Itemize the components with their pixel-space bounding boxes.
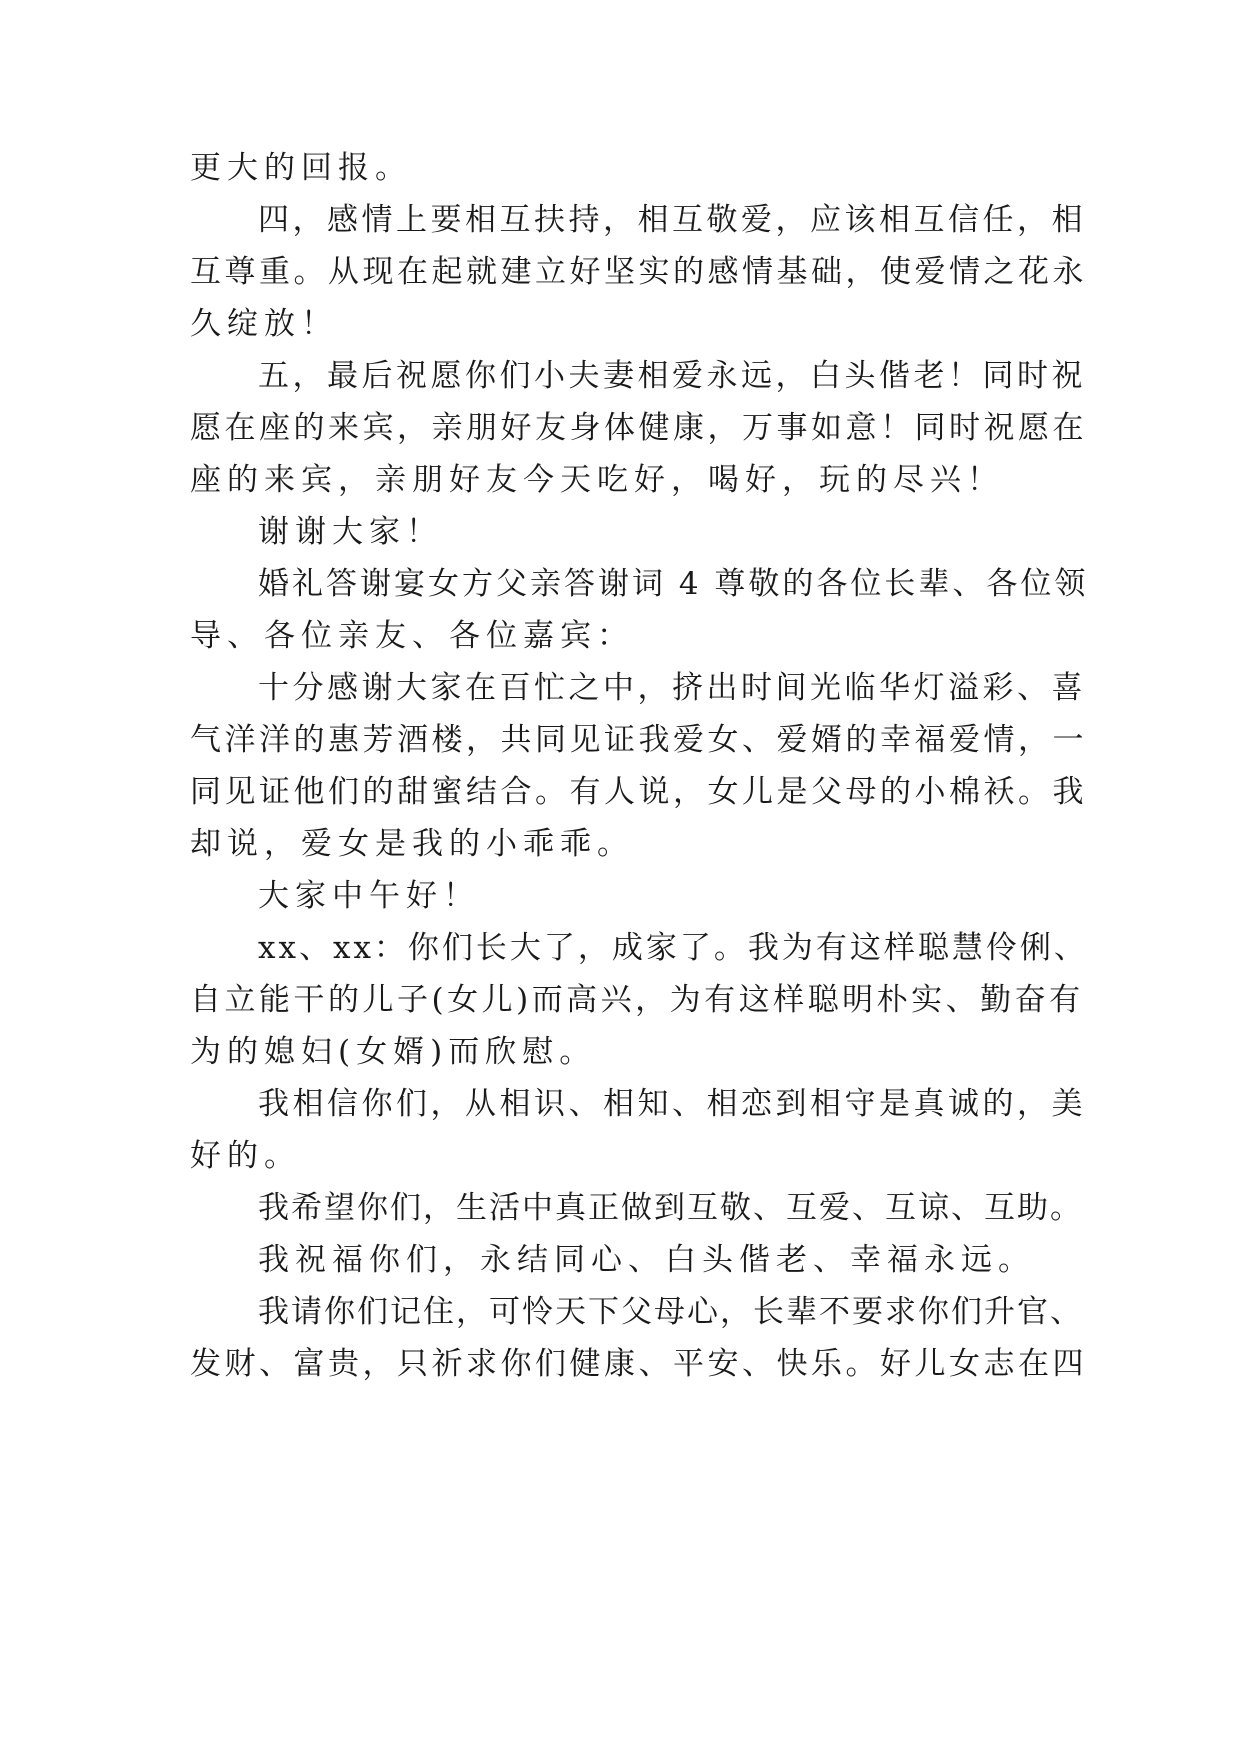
- paragraph-start-line: 大家中午好！: [258, 878, 480, 914]
- text-line: 却说，爱女是我的小乖乖。: [190, 826, 634, 862]
- text-line: 导、各位亲友、各位嘉宾：: [190, 618, 634, 654]
- paragraph-start-line: xx、xx：你们长大了，成家了。我为有这样聪慧伶俐、: [258, 930, 1088, 966]
- text-line: 更大的回报。: [190, 150, 412, 186]
- text-line: 同见证他们的甜蜜结合。有人说，女儿是父母的小棉袄。我: [190, 774, 1087, 810]
- text-line: 发财、富贵，只祈求你们健康、平安、快乐。好儿女志在四: [190, 1346, 1087, 1382]
- paragraph-start-line: 谢谢大家！: [258, 514, 443, 550]
- text-line: 气洋洋的惠芳酒楼，共同见证我爱女、爱婿的幸福爱情，一: [190, 722, 1087, 758]
- text-line: 愿在座的来宾，亲朋好友身体健康，万事如意！同时祝愿在: [190, 410, 1087, 446]
- paragraph-start-line: 十分感谢大家在百忙之中，挤出时间光临华灯溢彩、喜: [258, 670, 1086, 706]
- paragraph-start-line: 五，最后祝愿你们小夫妻相爱永远，白头偕老！同时祝: [258, 358, 1086, 394]
- text-line: 久绽放！: [190, 306, 338, 342]
- text-line: 自立能干的儿子(女儿)而高兴，为有这样聪明朴实、勤奋有: [190, 982, 1084, 1018]
- paragraph-start-line: 婚礼答谢宴女方父亲答谢词 4 尊敬的各位长辈、各位领: [258, 566, 1089, 602]
- paragraph-start-line: 我相信你们，从相识、相知、相恋到相守是真诚的，美: [258, 1086, 1086, 1122]
- paragraph-start-line: 四，感情上要相互扶持，相互敬爱，应该相互信任，相: [258, 202, 1086, 238]
- text-line: 互尊重。从现在起就建立好坚实的感情基础，使爱情之花永: [190, 254, 1087, 290]
- paragraph-start-line: 我请你们记住，可怜天下父母心，长辈不要求你们升官、: [258, 1294, 1083, 1330]
- paragraph-start-line: 我祝福你们，永结同心、白头偕老、幸福永远。: [258, 1242, 1035, 1278]
- text-line: 座的来宾，亲朋好友今天吃好，喝好，玩的尽兴！: [190, 462, 1004, 498]
- paragraph-start-line: 我希望你们，生活中真正做到互敬、互爱、互谅、互助。: [258, 1190, 1083, 1226]
- text-line: 好的。: [190, 1138, 301, 1174]
- text-line: 为的媳妇(女婿)而欣慰。: [190, 1034, 597, 1070]
